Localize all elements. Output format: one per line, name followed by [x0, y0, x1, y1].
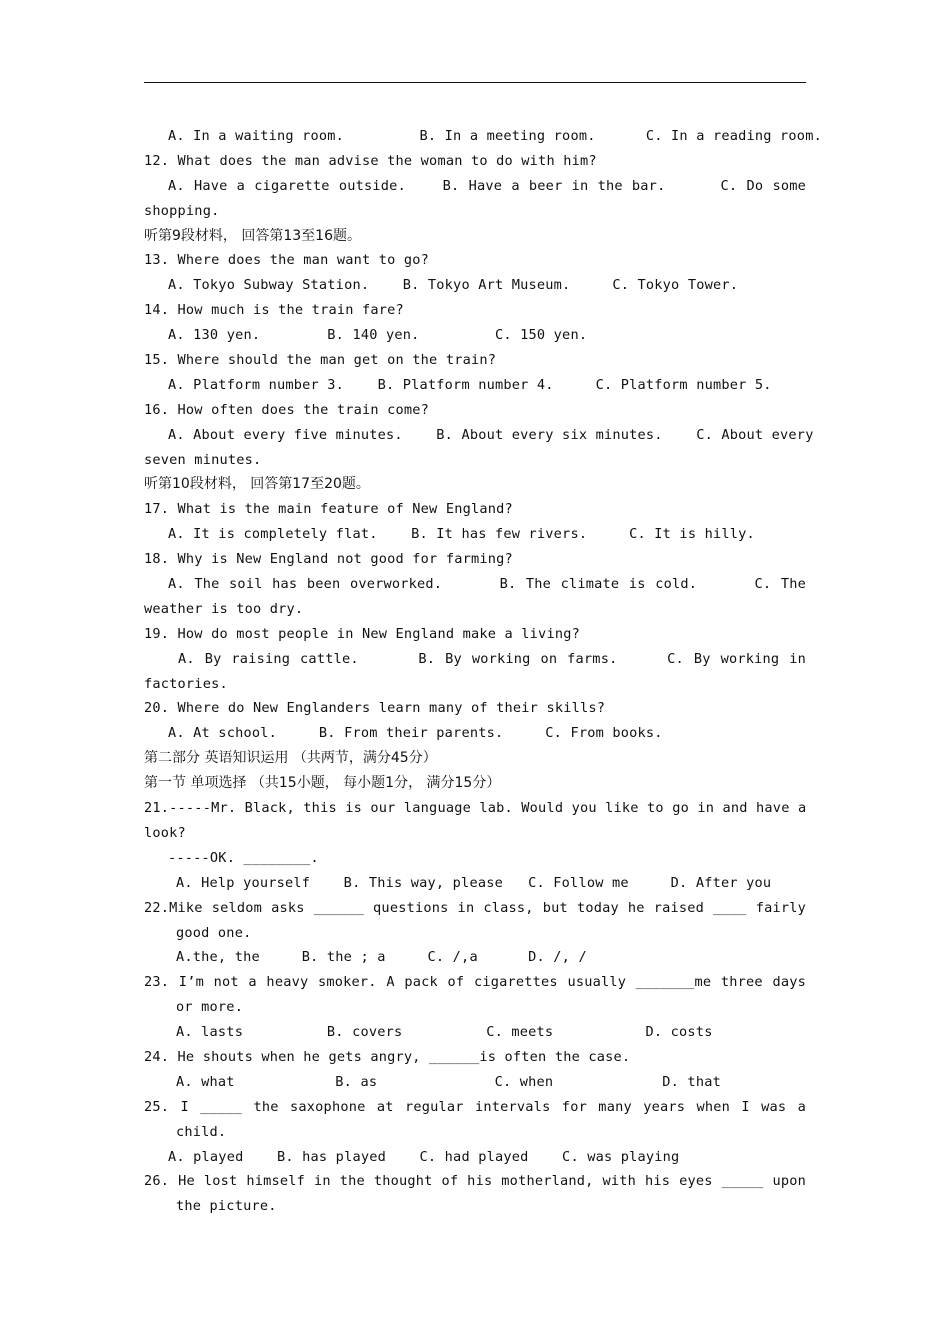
question-line: 19. How do most people in New England make a living?	[144, 625, 580, 642]
continuation-line: A. what B. as C. when D. that	[176, 1073, 721, 1090]
section-heading: 第一节 单项选择 （共15小题， 每小题1分， 满分15分）	[144, 775, 501, 792]
question-line: 24. He shouts when he gets angry, ______is often the case.	[144, 1048, 631, 1065]
question-line: 22.Mike seldom asks ______ questions in class, but today he raised ____ fairly	[144, 899, 806, 916]
question-line: 17. What is the main feature of New England?	[144, 501, 513, 518]
exam-page	[144, 124, 822, 1219]
question-line: 18. Why is New England not good for farming?	[144, 551, 513, 568]
continuation-line: seven minutes.	[144, 451, 262, 468]
options-line: A. In a waiting room. B. In a meeting room. C. In a reading room.	[168, 128, 822, 144]
question-line: 25. I _____ the saxophone at regular intervals for many years when I was a	[144, 1098, 806, 1115]
options-line: A. By raising cattle. B. By working on farms. C. By working in	[178, 650, 806, 667]
continuation-line: or more.	[176, 999, 244, 1016]
options-line: -----OK. ________.	[168, 849, 319, 866]
continuation-line: A.the, the B. the ; a C. /,a D. /, /	[176, 949, 587, 966]
question-line: 13. Where does the man want to go?	[144, 252, 430, 269]
question-line: 23. I’m not a heavy smoker. A pack of cigarettes usually _______me three days	[144, 974, 806, 991]
continuation-line: look?	[144, 824, 186, 841]
options-line: A. About every five minutes. B. About every six minutes. C. About every	[168, 426, 814, 443]
header-rule	[144, 82, 806, 83]
options-line: A. played B. has played C. had played C. was playing	[168, 1148, 680, 1165]
continuation-line: the picture.	[176, 1198, 277, 1215]
question-line: 14. How much is the train fare?	[144, 302, 404, 319]
options-line: A. 130 yen. B. 140 yen. C. 150 yen.	[168, 327, 588, 344]
question-line: 21.-----Mr. Black, this is our language lab. Would you like to go in and have a	[144, 800, 807, 817]
options-line: A. It is completely flat. B. It has few rivers. C. It is hilly.	[168, 526, 755, 543]
options-line: A. Help yourself B. This way, please C. Follow me D. After you	[176, 874, 772, 891]
continuation-line: shopping.	[144, 202, 220, 219]
continuation-line: A. lasts B. covers C. meets D. costs	[176, 1024, 713, 1041]
section-heading: 第二部分 英语知识运用 （共两节，满分45分）	[144, 750, 437, 767]
continuation-line: weather is too dry.	[144, 600, 304, 617]
question-line: 20. Where do New Englanders learn many of their skills?	[144, 700, 606, 717]
options-line: A. The soil has been overworked. B. The climate is cold. C. The	[168, 576, 806, 593]
options-line: A. Platform number 3. B. Platform number 4. C. Platform number 5.	[168, 376, 772, 393]
section-heading: 听第9段材料， 回答第13至16题。	[144, 227, 361, 244]
options-line: A. Have a cigarette outside. B. Have a beer in the bar. C. Do some	[168, 177, 806, 194]
options-line: A. At school. B. From their parents. C. From books.	[168, 725, 663, 742]
continuation-line: factories.	[144, 675, 228, 692]
question-line: 12. What does the man advise the woman to do with him?	[144, 152, 597, 169]
continuation-line: good one.	[176, 924, 252, 941]
options-line: A. Tokyo Subway Station. B. Tokyo Art Museum. C. Tokyo Tower.	[168, 277, 739, 294]
question-line: 16. How often does the train come?	[144, 401, 430, 418]
question-line: 15. Where should the man get on the train?	[144, 352, 497, 369]
section-heading: 听第10段材料， 回答第17至20题。	[144, 476, 370, 493]
question-line: 26. He lost himself in the thought of his motherland, with his eyes _____ upon	[144, 1173, 806, 1190]
continuation-line: child.	[176, 1123, 227, 1140]
